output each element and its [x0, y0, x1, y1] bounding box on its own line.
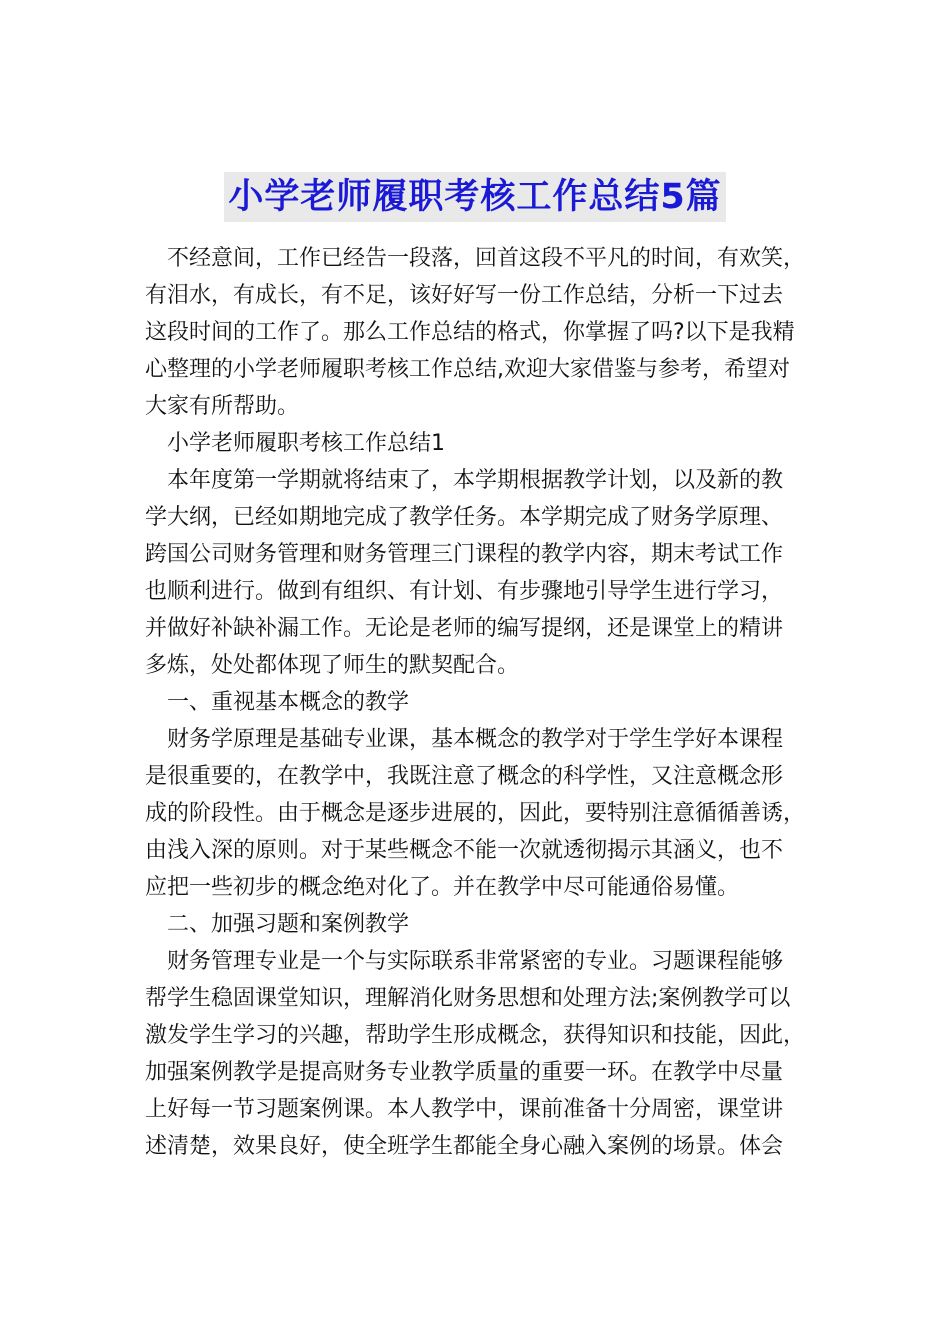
text-line: 这段时间的工作了。那么工作总结的格式，你掌握了吗?以下是我精 [145, 320, 795, 345]
document-title: 小学老师履职考核工作总结5篇 [224, 172, 725, 222]
text-line: 财务管理专业是一个与实际联系非常紧密的专业。习题课程能够 [167, 949, 784, 974]
text-line: 大家有所帮助。 [145, 394, 300, 419]
title-container [0, 172, 950, 222]
text-line: 并做好补缺补漏工作。无论是老师的编写提纲，还是课堂上的精讲 [145, 616, 784, 641]
text-line: 上好每一节习题案例课。本人教学中，课前准备十分周密，课堂讲 [145, 1097, 784, 1122]
section-heading [145, 425, 825, 462]
text-line: 跨国公司财务管理和财务管理三门课程的教学内容，期末考试工作 [145, 542, 784, 567]
text-line: 不经意间，工作已经告一段落，回首这段不平凡的时间，有欢笑， [167, 246, 806, 271]
text-line: 激发学生学习的兴趣，帮助学生形成概念，获得知识和技能，因此， [145, 1023, 806, 1048]
text-line: 也顺利进行。做到有组织、有计划、有步骤地引导学生进行学习， [145, 579, 784, 604]
text-line: 多炼，处处都体现了师生的默契配合。 [145, 653, 520, 678]
text-line: 由浅入深的原则。对于某些概念不能一次就透彻揭示其涵义，也不 [145, 838, 784, 863]
text-line: 学大纲，已经如期地完成了教学任务。本学期完成了财务学原理、 [145, 505, 784, 530]
text-line: 有泪水，有成长，有不足，该好好写一份工作总结，分析一下过去 [145, 283, 784, 308]
text-line: 成的阶段性。由于概念是逐步进展的，因此，要特别注意循循善诱， [145, 801, 806, 826]
body-paragraph [145, 721, 825, 906]
text-line: 帮学生稳固课堂知识，理解消化财务思想和处理方法;案例教学可以 [145, 986, 791, 1011]
body-paragraph [145, 943, 825, 1165]
body-paragraph [145, 462, 825, 684]
document-body [145, 240, 825, 1165]
text-line: 述清楚，效果良好，使全班学生都能全身心融入案例的场景。体会 [145, 1134, 784, 1159]
text-line: 应把一些初步的概念绝对化了。并在教学中尽可能通俗易懂。 [145, 875, 740, 900]
text-line: 二、加强习题和案例教学 [167, 912, 410, 937]
section-heading [145, 906, 825, 943]
section-heading [145, 684, 825, 721]
text-line: 心整理的小学老师履职考核工作总结,欢迎大家借鉴与参考，希望对 [145, 357, 790, 382]
body-paragraph [145, 240, 825, 425]
text-line: 加强案例教学是提高财务专业教学质量的重要一环。在教学中尽量 [145, 1060, 784, 1085]
text-line: 小学老师履职考核工作总结1 [167, 431, 445, 456]
text-line: 财务学原理是基础专业课，基本概念的教学对于学生学好本课程 [167, 727, 784, 752]
text-line: 一、重视基本概念的教学 [167, 690, 410, 715]
text-line: 本年度第一学期就将结束了，本学期根据教学计划，以及新的教 [167, 468, 784, 493]
text-line: 是很重要的，在教学中，我既注意了概念的科学性，又注意概念形 [145, 764, 784, 789]
